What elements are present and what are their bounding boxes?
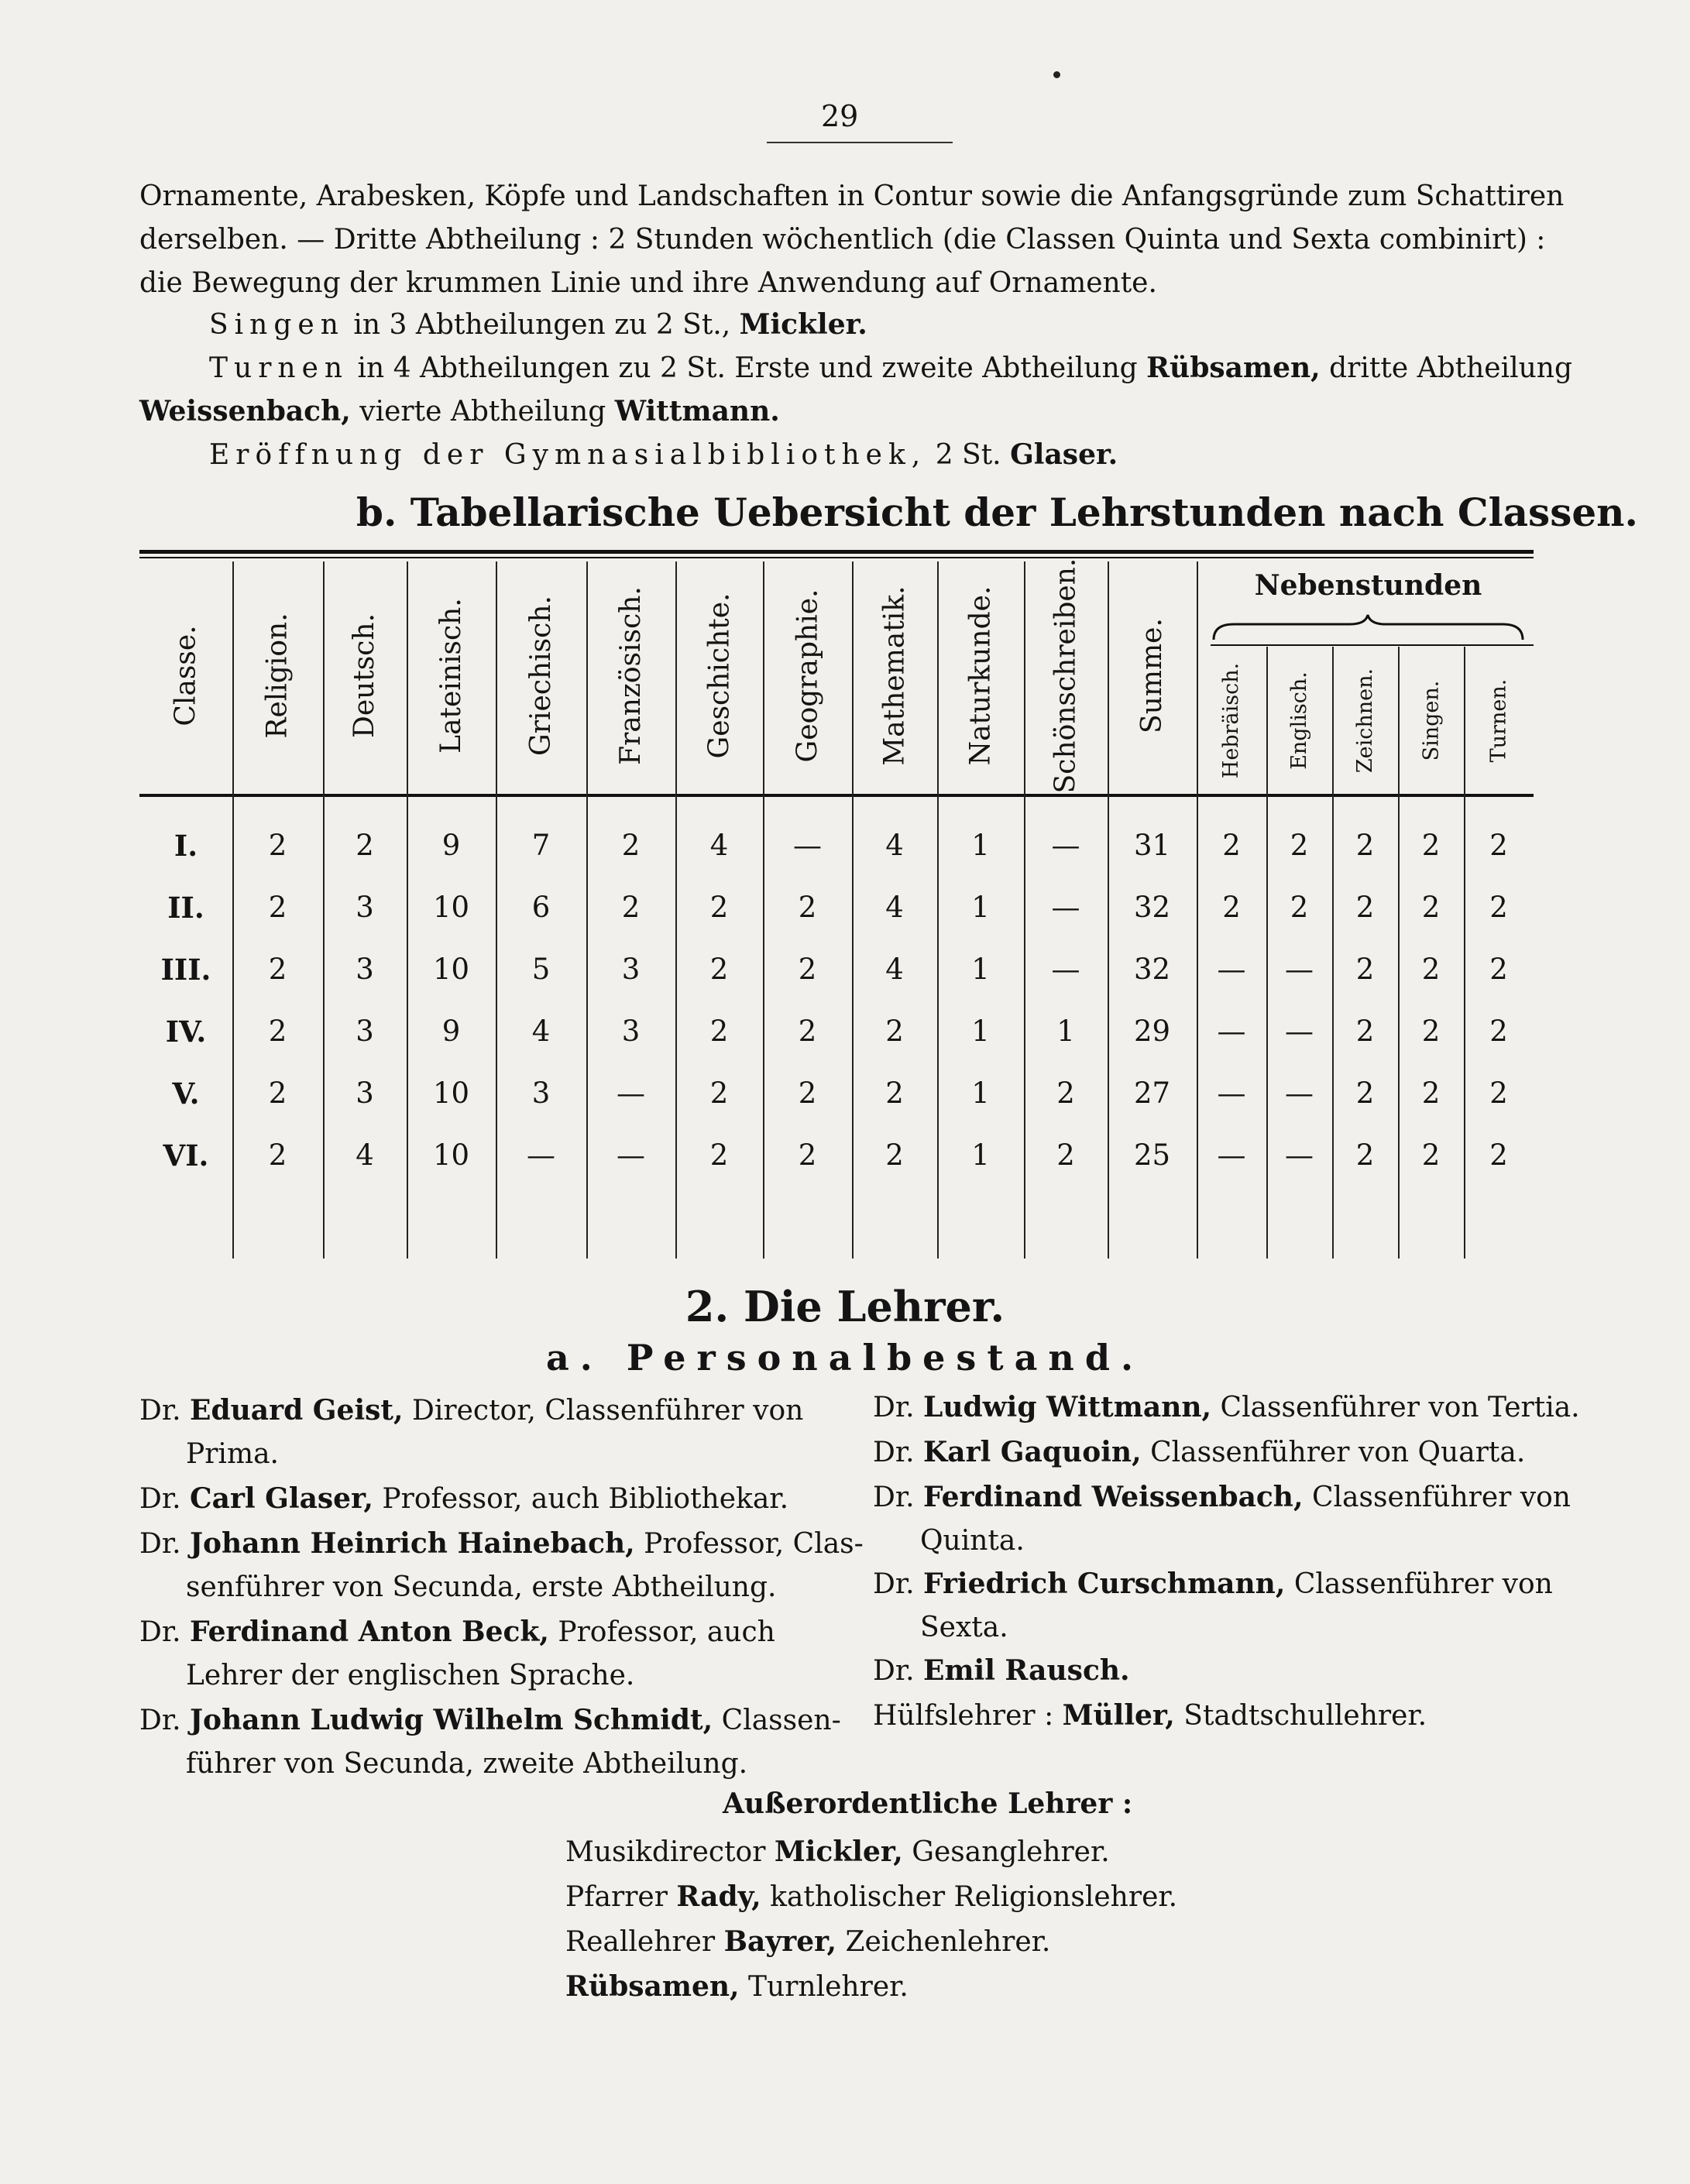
- hours-cell: 2: [1489, 891, 1508, 924]
- intro-line-1: Ornamente, Arabesken, Köpfe und Landschaften in Contur sowie die Anfangsgründe zum Schattiren: [139, 180, 1565, 212]
- hours-cell: 4: [885, 891, 904, 924]
- hours-cell: 4: [885, 953, 904, 986]
- hours-cell: —: [1051, 953, 1080, 986]
- hours-cell: 32: [1133, 891, 1171, 924]
- hours-cell: —: [1285, 1077, 1314, 1110]
- teacher-name: Johann Ludwig Wilhelm Schmidt,: [190, 1704, 713, 1736]
- class-label-cell: III.: [160, 953, 211, 987]
- teacher-role: Professor, Clas-: [644, 1528, 864, 1560]
- hours-cell: —: [1051, 829, 1080, 862]
- hours-cell: 4: [531, 1015, 551, 1048]
- column-header-label: Singen.: [1419, 680, 1444, 761]
- teacher-name: Friedrich Curschmann,: [923, 1568, 1286, 1600]
- teacher-name: Ferdinand Weissenbach,: [923, 1481, 1304, 1513]
- section-b-title: Tabellarische Uebersicht der Lehrstunden nach Classen.: [410, 489, 1638, 535]
- column-header: [232, 561, 323, 790]
- hours-cell: 7: [531, 829, 551, 862]
- column-header: [675, 561, 763, 790]
- table-top-rule-thin: [139, 557, 1534, 558]
- turnen-name-1: Rübsamen,: [1146, 352, 1321, 384]
- intro-line-3: die Bewegung der krummen Linie und ihre Anwendung auf Ornamente.: [139, 267, 1157, 299]
- teacher-role: Stadtschullehrer.: [1183, 1700, 1427, 1732]
- hours-cell: —: [1217, 1015, 1246, 1048]
- hours-cell: 2: [1421, 829, 1441, 862]
- hours-cell: 1: [1056, 1015, 1075, 1048]
- table-row: [139, 1008, 1534, 1055]
- hours-cell: 2: [1421, 1015, 1441, 1048]
- hours-cell: —: [1285, 953, 1314, 986]
- hours-cell: —: [1217, 1077, 1246, 1110]
- column-header: [1398, 651, 1464, 790]
- hours-cell: 1: [971, 1015, 990, 1048]
- teacher-role: Gesanglehrer.: [912, 1836, 1110, 1868]
- intro-line-2: derselben. — Dritte Abtheilung : 2 Stunden wöchentlich (die Classen Quinta und Sexta combinirt) :: [139, 224, 1546, 256]
- column-header: [1332, 651, 1398, 790]
- hours-cell: 2: [268, 829, 287, 862]
- hours-cell: 2: [709, 1138, 729, 1172]
- hours-cell: —: [617, 1138, 645, 1172]
- turnen-line: [209, 352, 1573, 385]
- column-header-label: Mathematik.: [878, 585, 911, 766]
- dr-label: Dr.: [873, 1437, 915, 1468]
- turnen-name-3: Wittmann.: [614, 395, 780, 428]
- hours-cell: 2: [1489, 1138, 1508, 1172]
- hours-cell: 2: [1355, 953, 1375, 986]
- hours-cell: 2: [1290, 829, 1309, 862]
- teacher-name: Müller,: [1062, 1699, 1175, 1732]
- nebenstunden-brace: [1211, 612, 1526, 643]
- column-header: [496, 561, 586, 790]
- column-header-label: Englisch.: [1287, 671, 1312, 770]
- hours-cell: 4: [885, 829, 904, 862]
- dr-label: Dr.: [139, 1705, 181, 1736]
- column-header: [1266, 651, 1332, 790]
- teacher-role: Classenführer von: [1311, 1482, 1571, 1513]
- class-label-cell: VI.: [163, 1138, 209, 1173]
- nebenstunden-rule: [1211, 644, 1534, 646]
- teacher-name: Ferdinand Anton Beck,: [190, 1616, 549, 1648]
- column-header: [1464, 651, 1534, 790]
- teacher-mickler: [565, 1835, 1110, 1869]
- teacher-role: Classenführer von Tertia.: [1220, 1392, 1580, 1423]
- nebenstunden-heading: Nebenstunden: [1254, 569, 1482, 602]
- hours-cell: 3: [621, 1015, 641, 1048]
- table-header-rule: [139, 794, 1534, 797]
- turnen-text-2: dritte Abtheilung: [1329, 352, 1573, 384]
- teacher-schmidt-line-2: führer von Secunda, zweite Abtheilung.: [186, 1748, 748, 1780]
- section-b-letter: b.: [356, 489, 397, 535]
- hours-cell: 2: [268, 1077, 287, 1110]
- column-header-label: Religion.: [262, 613, 294, 739]
- hours-cell: —: [793, 829, 822, 862]
- column-header-label: Geschichte.: [703, 592, 735, 759]
- hours-cell: 1: [971, 1138, 990, 1172]
- turnen-name-2: Weissenbach,: [139, 395, 351, 428]
- section-b-heading: [356, 489, 1638, 535]
- assistant-teacher-mueller: [873, 1699, 1427, 1732]
- assistant-label: Hülfslehrer :: [873, 1700, 1054, 1732]
- hours-cell: 3: [621, 953, 641, 986]
- teacher-name: Karl Gaquoin,: [923, 1436, 1142, 1468]
- hours-cell: 2: [268, 1138, 287, 1172]
- singen-label: Singen: [209, 309, 345, 341]
- column-header-label: Hebräisch.: [1219, 662, 1244, 778]
- teacher-role: Classenführer von: [1293, 1568, 1553, 1600]
- hours-cell: 2: [268, 953, 287, 986]
- teacher-role: Professor, auch: [558, 1616, 775, 1648]
- column-header-label: Deutsch.: [349, 613, 381, 739]
- hours-cell: 3: [531, 1077, 551, 1110]
- teacher-name: Emil Rausch.: [923, 1654, 1130, 1687]
- hours-cell: 1: [971, 829, 990, 862]
- teacher-wittmann: [873, 1391, 1580, 1424]
- dr-label: Dr.: [139, 1528, 181, 1560]
- teacher-name: Carl Glaser,: [190, 1482, 373, 1515]
- eroeffnung-text: 2 St.: [935, 439, 1001, 471]
- teacher-weissenbach: [873, 1481, 1571, 1514]
- hours-cell: 2: [1421, 953, 1441, 986]
- hours-cell: 10: [432, 891, 470, 924]
- eroeffnung-label: Eröffnung der Gymnasialbibliothek,: [209, 439, 927, 471]
- hours-cell: 2: [709, 953, 729, 986]
- extraordinary-title: Außerordentliche Lehrer :: [723, 1787, 1133, 1820]
- singen-text: in 3 Abtheilungen zu 2 St.,: [353, 309, 731, 341]
- hours-cell: 2: [885, 1077, 904, 1110]
- column-header-label: Französisch.: [615, 586, 647, 765]
- hours-cell: 2: [798, 891, 817, 924]
- hours-cell: 2: [1355, 1077, 1375, 1110]
- hours-cell: —: [1051, 891, 1080, 924]
- teacher-curschmann-line-2: Sexta.: [920, 1612, 1008, 1643]
- teacher-title: Musikdirector: [565, 1836, 766, 1868]
- hours-cell: 2: [1421, 1077, 1441, 1110]
- hours-cell: 4: [356, 1138, 374, 1172]
- section-2-subtitle: a. Personalbestand.: [546, 1337, 1144, 1379]
- turnen-text: in 4 Abtheilungen zu 2 St. Erste und zweite Abtheilung: [357, 352, 1138, 384]
- hours-cell: 2: [1489, 1015, 1508, 1048]
- column-header: [407, 561, 496, 790]
- hours-cell: 2: [798, 953, 817, 986]
- eroeffnung-name: Glaser.: [1010, 438, 1118, 471]
- hours-cell: 2: [1489, 829, 1508, 862]
- hours-cell: 5: [531, 953, 551, 986]
- hours-cell: 2: [709, 891, 729, 924]
- hours-cell: 4: [709, 829, 729, 862]
- teacher-schmidt: [139, 1704, 841, 1737]
- teacher-role: Professor, auch Bibliothekar.: [382, 1483, 789, 1515]
- class-label-cell: II.: [167, 891, 204, 925]
- hours-cell: —: [527, 1138, 555, 1172]
- page-number: 29: [821, 99, 859, 133]
- class-label-cell: V.: [172, 1077, 200, 1111]
- column-header-label: Griechisch.: [525, 596, 558, 756]
- teacher-geist-line-2: Prima.: [186, 1438, 279, 1470]
- teacher-role: Director, Classenführer von: [412, 1395, 804, 1427]
- teacher-hainebach-line-2: senführer von Secunda, erste Abtheilung.: [186, 1571, 777, 1603]
- hours-cell: 3: [356, 1015, 374, 1048]
- column-header-label: Zeichnen.: [1353, 668, 1378, 773]
- hours-cell: 1: [971, 891, 990, 924]
- dr-label: Dr.: [873, 1392, 915, 1423]
- dr-label: Dr.: [139, 1395, 181, 1427]
- table-row: [139, 1132, 1534, 1179]
- column-header-label: Turnen.: [1486, 678, 1511, 762]
- column-header: [1197, 651, 1266, 790]
- hours-cell: 2: [621, 891, 641, 924]
- hours-cell: 2: [1489, 1077, 1508, 1110]
- teacher-geist: [139, 1394, 804, 1427]
- singen-name: Mickler.: [739, 308, 867, 341]
- teacher-weissenbach-line-2: Quinta.: [920, 1525, 1025, 1557]
- column-header: [1108, 561, 1197, 790]
- hours-cell: 2: [356, 829, 374, 862]
- teacher-name: Johann Heinrich Hainebach,: [190, 1527, 635, 1560]
- hours-cell: 3: [356, 1077, 374, 1110]
- teacher-beck-line-2: Lehrer der englischen Sprache.: [186, 1660, 635, 1691]
- turnen-text-3: vierte Abtheilung: [359, 396, 606, 428]
- hours-cell: 1: [971, 953, 990, 986]
- table-row: [139, 884, 1534, 931]
- hours-cell: 3: [356, 953, 374, 986]
- dr-label: Dr.: [873, 1655, 915, 1687]
- teacher-role: katholischer Religionslehrer.: [770, 1881, 1178, 1913]
- teacher-beck: [139, 1616, 775, 1649]
- hours-cell: 2: [1355, 1015, 1375, 1048]
- teacher-role: Classen-: [721, 1705, 841, 1736]
- table-top-rule: [139, 550, 1534, 554]
- teacher-name: Bayrer,: [723, 1925, 837, 1958]
- column-header-label: Classe.: [170, 625, 202, 726]
- hours-cell: 6: [531, 891, 551, 924]
- column-header-label: Geographie.: [792, 589, 824, 763]
- turnen-label: Turnen: [209, 352, 349, 384]
- singen-line: [209, 308, 1534, 342]
- hours-cell: 29: [1133, 1015, 1171, 1048]
- hours-cell: —: [617, 1077, 645, 1110]
- dr-label: Dr.: [139, 1483, 181, 1515]
- page-number-rule: [767, 142, 953, 143]
- hours-cell: 2: [1421, 1138, 1441, 1172]
- hours-cell: 2: [1355, 829, 1375, 862]
- hours-cell: —: [1285, 1138, 1314, 1172]
- teacher-name: Eduard Geist,: [190, 1394, 404, 1427]
- teacher-rausch: [873, 1654, 1130, 1688]
- hours-cell: 32: [1133, 953, 1171, 986]
- column-header: [1024, 558, 1108, 794]
- dr-label: Dr.: [139, 1616, 181, 1648]
- hours-cell: 2: [268, 1015, 287, 1048]
- table-row: [139, 1070, 1534, 1117]
- hours-cell: 2: [885, 1138, 904, 1172]
- teacher-role: Zeichenlehrer.: [845, 1926, 1051, 1958]
- hours-cell: 10: [432, 953, 470, 986]
- table-row: [139, 946, 1534, 993]
- teacher-bayrer: [565, 1925, 1050, 1959]
- column-header-label: Summe.: [1136, 618, 1168, 733]
- hours-cell: 2: [798, 1138, 817, 1172]
- column-header-label: Naturkunde.: [964, 585, 997, 766]
- table-row: [139, 822, 1534, 869]
- teacher-rady: [565, 1880, 1177, 1914]
- hours-cell: 2: [1222, 891, 1241, 924]
- teacher-glaser: [139, 1482, 788, 1516]
- hours-cell: 2: [1056, 1138, 1075, 1172]
- hours-cell: 2: [1222, 829, 1241, 862]
- dr-label: Dr.: [873, 1482, 915, 1513]
- hours-cell: 9: [441, 829, 461, 862]
- hours-cell: 2: [1355, 1138, 1375, 1172]
- hours-cell: —: [1217, 953, 1246, 986]
- column-header: [937, 561, 1024, 790]
- teacher-hainebach: [139, 1527, 864, 1561]
- hours-cell: 1: [971, 1077, 990, 1110]
- teacher-role: Classenführer von Quarta.: [1150, 1437, 1526, 1468]
- hours-cell: 2: [1489, 953, 1508, 986]
- teacher-title: Pfarrer: [565, 1881, 668, 1913]
- class-label-cell: I.: [173, 829, 198, 863]
- hours-cell: 2: [709, 1015, 729, 1048]
- teacher-curschmann: [873, 1568, 1553, 1601]
- class-label-cell: IV.: [165, 1015, 207, 1049]
- hours-cell: —: [1285, 1015, 1314, 1048]
- hours-cell: 31: [1133, 829, 1171, 862]
- hours-cell: 25: [1133, 1138, 1171, 1172]
- hours-cell: 10: [432, 1138, 470, 1172]
- hours-cell: 2: [621, 829, 641, 862]
- teacher-name: Ludwig Wittmann,: [923, 1391, 1212, 1423]
- column-header: [139, 561, 232, 790]
- eroeffnung-line: [209, 438, 1534, 472]
- hours-cell: 10: [432, 1077, 470, 1110]
- turnen-line-2: [139, 395, 1534, 428]
- column-header-label: Lateinisch.: [435, 598, 467, 754]
- teacher-title: Reallehrer: [565, 1926, 716, 1958]
- hours-cell: 27: [1133, 1077, 1171, 1110]
- teacher-role: Turnlehrer.: [748, 1971, 909, 2003]
- teacher-name: Mickler,: [774, 1835, 903, 1868]
- hours-cell: 2: [1290, 891, 1309, 924]
- hours-cell: 2: [1056, 1077, 1075, 1110]
- column-header-label: Schönschreiben.: [1049, 558, 1082, 794]
- hours-cell: 2: [798, 1015, 817, 1048]
- teacher-gaquoin: [873, 1436, 1525, 1469]
- hours-cell: 3: [356, 891, 374, 924]
- hours-cell: 2: [1421, 891, 1441, 924]
- hours-cell: 2: [885, 1015, 904, 1048]
- dr-label: Dr.: [873, 1568, 915, 1600]
- hours-cell: 2: [709, 1077, 729, 1110]
- hours-cell: 2: [268, 891, 287, 924]
- column-header: [586, 561, 675, 790]
- section-2-title: 2. Die Lehrer.: [685, 1282, 1005, 1331]
- hours-cell: 9: [441, 1015, 461, 1048]
- teacher-name: Rübsamen,: [565, 1970, 740, 2003]
- column-header: [323, 561, 407, 790]
- hours-cell: 2: [798, 1077, 817, 1110]
- column-header: [763, 561, 852, 790]
- ink-dot: [1053, 71, 1060, 78]
- hours-cell: —: [1217, 1138, 1246, 1172]
- column-header: [852, 561, 937, 790]
- teacher-ruebsamen: [565, 1970, 909, 2004]
- hours-cell: 2: [1355, 891, 1375, 924]
- teacher-name: Rady,: [676, 1880, 761, 1913]
